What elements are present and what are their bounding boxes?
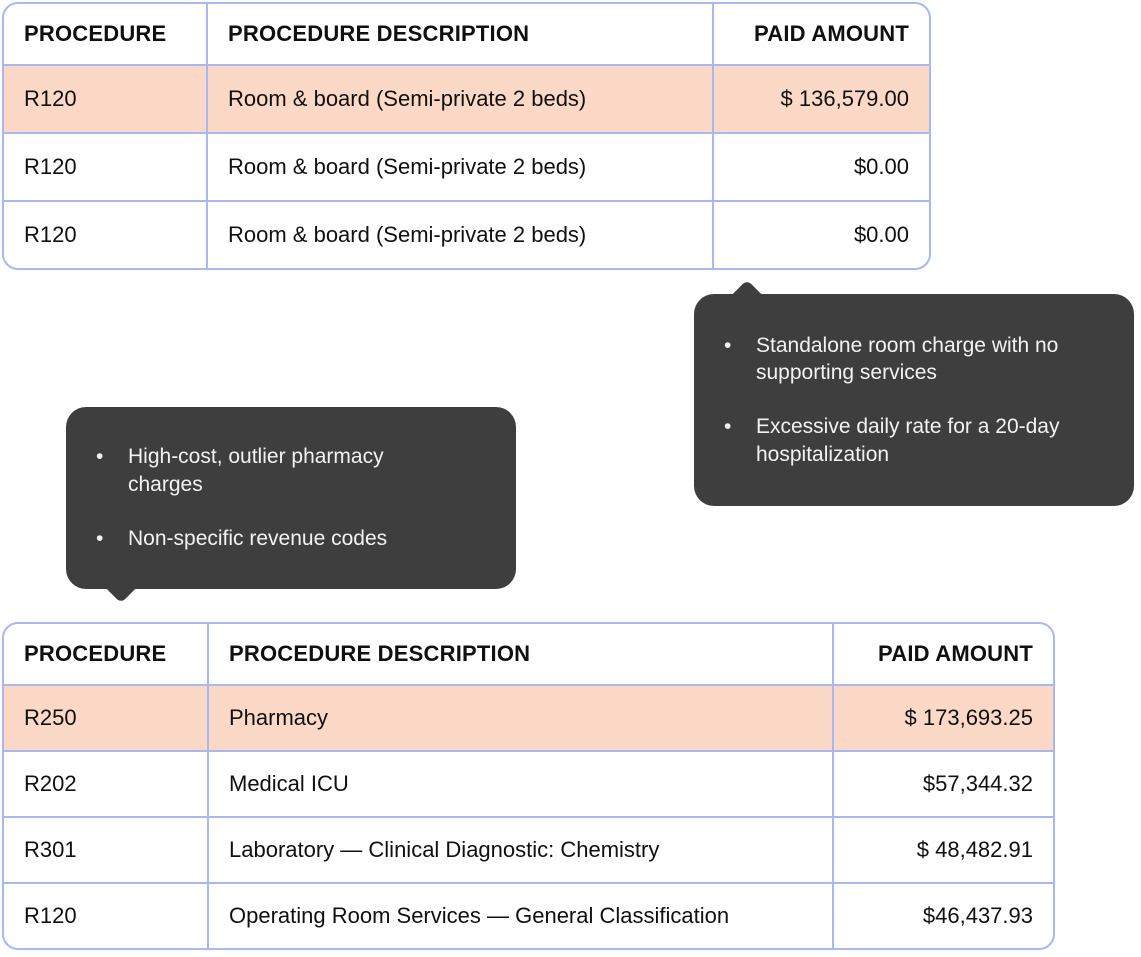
callout-item: • Standalone room charge with no supporting services xyxy=(720,332,1092,387)
callout-bullet-list xyxy=(92,443,480,552)
table-row xyxy=(4,684,1053,750)
table-row xyxy=(4,816,1053,882)
paid-amount: $46,437.93 xyxy=(832,884,1053,948)
table-header-row xyxy=(4,624,1053,684)
procedure-description: Laboratory — Clinical Diagnostic: Chemistry xyxy=(207,818,832,882)
column-header-description: PROCEDURE DESCRIPTION xyxy=(207,624,832,684)
table-row xyxy=(4,200,929,268)
room-charges-callout xyxy=(694,294,1134,506)
procedure-code: R120 xyxy=(24,85,77,111)
table-row xyxy=(4,750,1053,816)
paid-amount: $ 136,579.00 xyxy=(712,66,929,132)
procedure-code: R301 xyxy=(24,836,77,862)
procedure-code: R120 xyxy=(24,902,77,928)
table-header-row xyxy=(4,4,929,64)
pharmacy-charges-callout xyxy=(66,407,516,589)
table-row xyxy=(4,64,929,132)
procedure-description: Room & board (Semi-private 2 beds) xyxy=(206,202,712,268)
column-header-procedure: PROCEDURE xyxy=(24,20,167,46)
paid-amount: $0.00 xyxy=(712,134,929,200)
column-header-paid-amount: PAID AMOUNT xyxy=(712,4,929,64)
procedure-code: R202 xyxy=(24,770,77,796)
column-header-description: PROCEDURE DESCRIPTION xyxy=(206,4,712,64)
procedure-code: R250 xyxy=(24,704,77,730)
table-row xyxy=(4,882,1053,948)
paid-amount: $57,344.32 xyxy=(832,752,1053,816)
column-header-paid-amount: PAID AMOUNT xyxy=(832,624,1053,684)
procedure-description: Room & board (Semi-private 2 beds) xyxy=(206,134,712,200)
callout-tail-up xyxy=(726,280,768,322)
procedure-code: R120 xyxy=(24,153,77,179)
pharmacy-charges-table xyxy=(2,622,1055,950)
paid-amount: $0.00 xyxy=(712,202,929,268)
column-header-procedure: PROCEDURE xyxy=(24,640,167,666)
callout-bullet-list xyxy=(720,332,1098,469)
paid-amount: $ 173,693.25 xyxy=(832,686,1053,750)
procedure-code: R120 xyxy=(24,221,77,247)
callout-item: • High-cost, outlier pharmacy charges xyxy=(92,443,464,498)
paid-amount: $ 48,482.91 xyxy=(832,818,1053,882)
callout-item: • Non-specific revenue codes xyxy=(92,525,464,553)
room-charges-table xyxy=(2,2,931,270)
callout-item: • Excessive daily rate for a 20-day hospitalization xyxy=(720,413,1092,468)
procedure-description: Room & board (Semi-private 2 beds) xyxy=(206,66,712,132)
procedure-description: Pharmacy xyxy=(207,686,832,750)
table-row xyxy=(4,132,929,200)
procedure-description: Medical ICU xyxy=(207,752,832,816)
procedure-description: Operating Room Services — General Classification xyxy=(207,884,832,948)
callout-tail-down xyxy=(100,561,142,603)
